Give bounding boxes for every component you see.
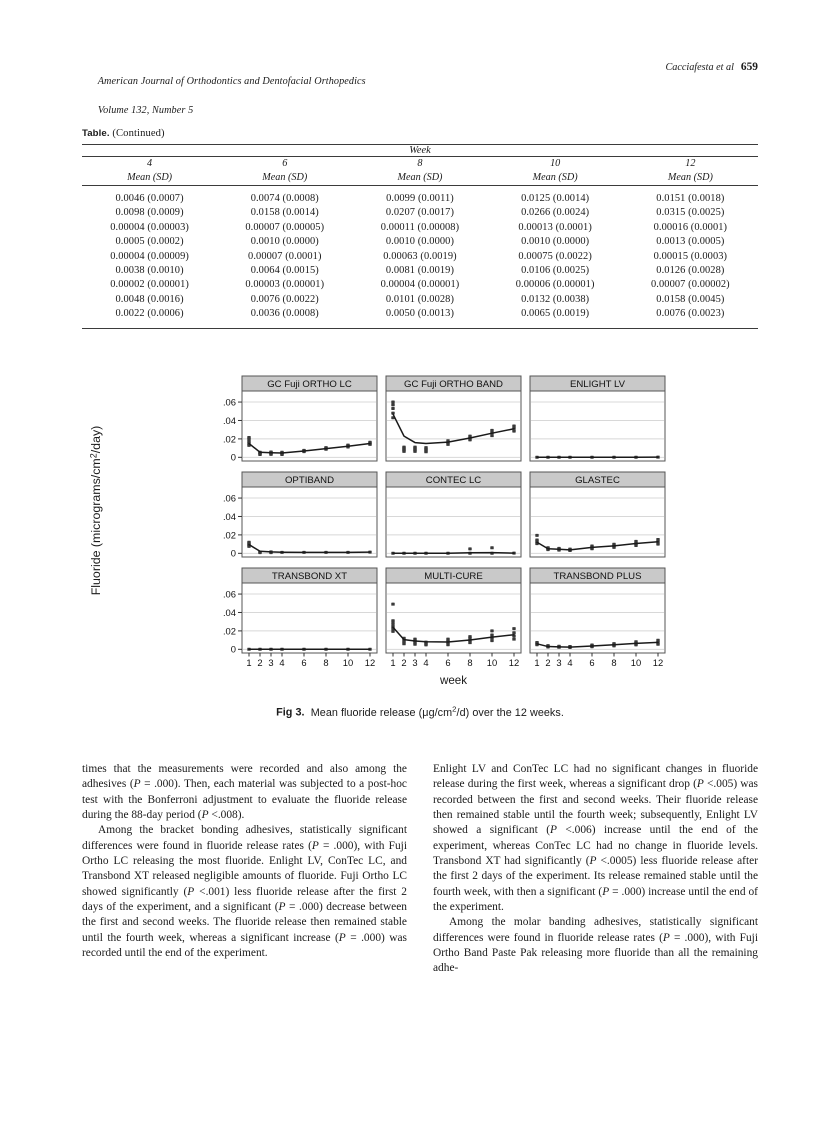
panel-title: TRANSBOND PLUS <box>553 571 642 582</box>
y-tick-label: .02 <box>222 529 236 541</box>
panel-title: MULTI-CURE <box>424 571 483 582</box>
x-tick-label: 4 <box>567 657 573 668</box>
column-header-week-10 <box>488 157 623 186</box>
panel-title: GLASTEC <box>575 475 620 486</box>
col-mean-sd-label: Mean (SD) <box>667 172 713 183</box>
y-tick-label: 0 <box>230 451 236 463</box>
running-head <box>82 60 758 116</box>
data-point-marker <box>391 403 394 406</box>
italic-statistic-symbol: P <box>662 931 670 944</box>
data-point-marker <box>490 429 493 432</box>
table-cell: 0.0106 (0.0025) <box>521 265 590 277</box>
panel-title: CONTEC LC <box>425 475 482 486</box>
data-point-marker <box>446 638 449 641</box>
x-tick-label: 6 <box>301 657 307 668</box>
chart-panel <box>530 376 665 461</box>
table-cell: 0.0046 (0.0007) <box>115 193 184 204</box>
table-cell: 0.0076 (0.0023) <box>656 308 725 320</box>
group-header-week: Week <box>409 145 431 156</box>
x-tick-label: 6 <box>589 657 595 668</box>
table-cell: 0.0101 (0.0028) <box>385 293 455 305</box>
x-tick-label: 12 <box>652 657 664 668</box>
data-point-marker <box>512 631 515 634</box>
table-cell: 0.0013 (0.0005) <box>656 236 725 248</box>
table-body <box>82 186 758 328</box>
table-cell: 0.0005 (0.0002) <box>115 236 184 248</box>
figure-3 <box>82 368 758 723</box>
page-number: 659 <box>740 61 758 73</box>
chart-panel <box>223 568 377 668</box>
italic-statistic-symbol: P <box>133 778 141 791</box>
table-cell: 0.0126 (0.0028) <box>656 265 725 277</box>
table-row <box>82 250 758 264</box>
table-cell: 0.0207 (0.0017) <box>385 207 455 219</box>
panel-plot-frame <box>386 391 521 461</box>
chart-panel <box>223 376 377 463</box>
body-paragraph: Among the bracket bonding adhesives, statistically significant differences were found in fluoride release rates (P = .000), with Fuji Ortho LC releasing the most fluoride. Enlight LV, ConTec LC, and Transbond XT released negligible amounts of fluoride. Fuji Ortho LC showed significantly (P <.001) less fluoride release after the first 2 days of the experiment, and a significant (P = .000) decrease between the first and second weeks. The fluoride release then remained stable until the fourth week, whereas a significant increase (P = .000) was recorded until the end of the experiment. <box>82 824 408 960</box>
x-tick-label: 2 <box>545 657 551 668</box>
data-point-marker <box>391 622 394 625</box>
running-head-left <box>82 60 366 133</box>
table-cell: 0.00007 (0.0001) <box>248 250 322 262</box>
table-cell: 0.00006 (0.00001) <box>515 279 595 291</box>
table-cell: 0.0010 (0.0000) <box>521 236 590 248</box>
data-point-marker <box>391 619 394 622</box>
data-point-marker <box>656 639 659 642</box>
table-cell: 0.0132 (0.0038) <box>521 293 590 305</box>
table-row <box>82 221 758 235</box>
table-cell: 0.00016 (0.0001) <box>653 221 728 233</box>
panel-plot-frame <box>242 583 377 653</box>
y-axis-title: Fluoride $(micrograms/cm^2/day)$ <box>88 425 103 596</box>
continued-data-table <box>82 144 758 329</box>
x-tick-label: 10 <box>630 657 642 668</box>
column-header-week-6 <box>217 157 352 186</box>
data-point-marker <box>490 629 493 632</box>
table-cell: 0.0010 (0.0000) <box>385 236 455 248</box>
italic-statistic-symbol: P <box>338 931 346 944</box>
y-tick-label: 0 <box>230 547 236 559</box>
data-point-marker <box>468 635 471 638</box>
body-paragraph: Among the molar banding adhesives, statistically significant differences were found in fluoride release rates (P = .000), with Fuji Ortho Band Paste Pak releasing more fluoride than all the remaining adhe- <box>433 916 758 975</box>
italic-statistic-symbol: P <box>589 855 597 868</box>
col-mean-sd-label: Mean (SD) <box>127 172 173 183</box>
table-row <box>82 235 758 249</box>
col-mean-sd-label: Mean (SD) <box>397 172 443 183</box>
data-point-marker <box>490 434 493 437</box>
x-tick-label: 2 <box>257 657 263 668</box>
table-cell: 0.00013 (0.0001) <box>518 221 592 233</box>
table-label: Table. <box>82 128 110 139</box>
y-tick-label: .06 <box>222 396 236 408</box>
x-axis-title: week <box>439 674 468 687</box>
x-tick-label: 3 <box>412 657 418 668</box>
y-tick-label: .04 <box>222 414 236 426</box>
table-cell: 0.00004 (0.00009) <box>110 250 189 262</box>
x-tick-label: 3 <box>268 657 274 668</box>
table-cell: 0.0065 (0.0019) <box>521 308 590 320</box>
x-tick-label: 10 <box>486 657 498 668</box>
panel-plot-frame <box>386 583 521 653</box>
table-column-header-row <box>82 157 758 186</box>
x-tick-label: 1 <box>534 657 540 668</box>
running-head-right <box>665 60 758 76</box>
data-point-marker <box>468 547 471 550</box>
table-row <box>82 293 758 307</box>
col-week-value: 4 <box>147 158 153 169</box>
x-tick-label: 4 <box>279 657 285 668</box>
data-point-marker <box>656 538 659 541</box>
x-tick-label: 2 <box>401 657 407 668</box>
y-tick-label: 0 <box>230 643 236 655</box>
panel-title: TRANSBOND XT <box>271 571 348 582</box>
italic-statistic-symbol: P <box>201 809 209 822</box>
table-cell: 0.0158 (0.0014) <box>250 207 319 219</box>
col-week-value: 6 <box>282 158 288 169</box>
table-cell: 0.0038 (0.0010) <box>115 265 184 277</box>
panel-plot-frame <box>242 487 377 557</box>
table-cell: 0.0125 (0.0014) <box>521 193 590 204</box>
chart-panel <box>223 472 377 559</box>
data-point-marker <box>413 446 416 449</box>
chart-panel <box>530 568 665 668</box>
chart-panel <box>386 472 521 557</box>
table-cell: 0.00003 (0.00001) <box>245 279 325 291</box>
table-cell: 0.00007 (0.00005) <box>245 221 325 233</box>
data-point-marker <box>391 603 394 606</box>
data-point-marker <box>535 534 538 537</box>
data-point-marker <box>490 546 493 549</box>
panel-title: GC Fuji ORTHO LC <box>267 379 352 390</box>
data-point-marker <box>535 538 538 541</box>
data-point-marker <box>512 430 515 433</box>
x-tick-label: 1 <box>246 657 252 668</box>
x-tick-label: 10 <box>342 657 354 668</box>
x-tick-label: 4 <box>423 657 429 668</box>
data-point-marker <box>512 627 515 630</box>
italic-statistic-symbol: P <box>187 885 195 898</box>
col-week-value: 10 <box>550 158 561 169</box>
table-cell: 0.00002 (0.00001) <box>110 279 189 291</box>
table-row <box>82 278 758 292</box>
data-point-marker <box>490 634 493 637</box>
table-cell: 0.0266 (0.0024) <box>521 207 590 219</box>
figure-caption <box>82 704 758 719</box>
col-mean-sd-label: Mean (SD) <box>262 172 308 183</box>
data-point-marker <box>424 446 427 449</box>
italic-statistic-symbol: P <box>550 824 557 837</box>
x-tick-label: 8 <box>467 657 473 668</box>
col-week-value: 12 <box>685 158 696 169</box>
table-cell: 0.0064 (0.0015) <box>250 265 319 277</box>
author-citation: Cacciafesta et al <box>665 62 734 73</box>
table-cell: 0.00004 (0.00001) <box>380 279 460 291</box>
x-tick-label: 3 <box>556 657 562 668</box>
table-cell: 0.0076 (0.0022) <box>250 293 319 305</box>
table-row <box>82 186 758 206</box>
y-tick-label: .04 <box>222 606 236 618</box>
table-cell: 0.00004 (0.00003) <box>110 221 189 233</box>
table-cell: 0.0158 (0.0045) <box>656 293 725 305</box>
data-point-marker <box>391 630 394 633</box>
column-header-week-4 <box>82 157 217 186</box>
x-tick-label: 12 <box>364 657 376 668</box>
col-mean-sd-label: Mean (SD) <box>532 172 578 183</box>
x-tick-label: 8 <box>611 657 617 668</box>
table-continued-note: (Continued) <box>112 128 165 139</box>
body-paragraph: times that the measurements were recorded and also among the adhesives (P = .000). Then, each material was subjected to a post-hoc test with the Bonferroni adjustment to evaluate the fluoride release during the 88-day period (P <.008). <box>82 763 407 822</box>
data-point-marker <box>391 407 394 410</box>
panel-title: ENLIGHT LV <box>569 379 626 390</box>
fluoride-release-small-multiples <box>82 368 758 693</box>
x-tick-label: 8 <box>323 657 329 668</box>
table-block <box>82 128 758 329</box>
italic-statistic-symbol: P <box>311 839 319 852</box>
x-tick-label: 1 <box>390 657 396 668</box>
table-cell: 0.0022 (0.0006) <box>115 308 184 320</box>
chart-panel <box>386 568 521 668</box>
panel-plot-frame <box>530 391 665 461</box>
column-header-week-12 <box>623 157 758 186</box>
mean-trend-line <box>393 553 514 554</box>
table-row <box>82 264 758 278</box>
col-week-value: 8 <box>417 158 423 169</box>
italic-statistic-symbol: P <box>696 778 704 791</box>
journal-title: American Journal of Orthodontics and Dentofacial Orthopedics <box>97 75 366 87</box>
y-tick-label: .06 <box>222 588 236 600</box>
x-tick-label: 12 <box>508 657 520 668</box>
column-header-week-8 <box>352 157 487 186</box>
data-point-marker <box>247 541 250 544</box>
chart-panel <box>386 376 521 461</box>
italic-statistic-symbol: P <box>602 885 610 898</box>
table-rule-bottom <box>82 328 758 329</box>
y-tick-label: .04 <box>222 510 236 522</box>
data-point-marker <box>512 638 515 641</box>
data-point-marker <box>490 639 493 642</box>
table-cell: 0.00011 (0.00008) <box>380 221 460 233</box>
y-tick-label: .02 <box>222 625 236 637</box>
italic-statistic-symbol: P <box>278 901 286 914</box>
figure-caption-text: Mean fluoride release $(\mu g/cm^2/d)$ over the 12 weeks. <box>307 704 564 719</box>
body-column-left <box>82 762 407 961</box>
table-cell: 0.0315 (0.0025) <box>656 207 725 219</box>
table-cell: 0.0098 (0.0009) <box>115 207 184 219</box>
body-column-right <box>433 762 758 977</box>
table-caption <box>82 128 758 139</box>
table-cell: 0.00075 (0.0022) <box>518 250 592 262</box>
table-group-header-row <box>82 145 758 157</box>
table-row <box>82 307 758 328</box>
table-cell: 0.0074 (0.0008) <box>250 193 319 204</box>
panel-plot-frame <box>386 487 521 557</box>
table-cell: 0.0151 (0.0018) <box>656 193 725 204</box>
table-cell: 0.00063 (0.0019) <box>383 250 457 262</box>
body-paragraph: Enlight LV and ConTec LC had no significant changes in fluoride release during the first week, whereas a significant drop (P <.005) was recorded between the first and second weeks. Their fluoride release then remained stable until the fourth week; subsequently, Enlight LV showed a significant (P <.006) increase until the end of the experiment, whereas ConTec LC had no change in fluoride levels. Transbond XT had significantly (P <.0005) less fluoride release after the first 2 days of the experiment. Its release remained stable until the fourth week, with then a significant (P = .000) increase until the end of the experiment. <box>433 763 759 914</box>
panel-title: GC Fuji ORTHO BAND <box>404 379 503 390</box>
y-tick-label: .06 <box>222 492 236 504</box>
table-cell: 0.00015 (0.0003) <box>653 250 728 262</box>
data-point-marker <box>634 540 637 543</box>
table-cell: 0.0099 (0.0011) <box>386 193 454 204</box>
table-cell: 0.0048 (0.0016) <box>115 293 184 305</box>
table-cell: 0.0050 (0.0013) <box>385 308 455 320</box>
data-point-marker <box>247 436 250 439</box>
table-cell: 0.00007 (0.00002) <box>650 279 730 291</box>
data-point-marker <box>512 425 515 428</box>
table-cell: 0.0036 (0.0008) <box>250 308 319 320</box>
volume-number: Volume 132, Number 5 <box>97 104 194 116</box>
y-tick-label: .02 <box>222 433 236 445</box>
data-point-marker <box>391 401 394 404</box>
data-point-marker <box>402 446 405 449</box>
chart-panel <box>530 472 665 557</box>
table-cell: 0.0010 (0.0000) <box>250 236 319 248</box>
table-cell: 0.0081 (0.0019) <box>385 265 455 277</box>
table-row <box>82 206 758 220</box>
panel-title: OPTIBAND <box>284 475 335 486</box>
figure-number: Fig 3. <box>276 706 305 719</box>
x-tick-label: 6 <box>445 657 451 668</box>
